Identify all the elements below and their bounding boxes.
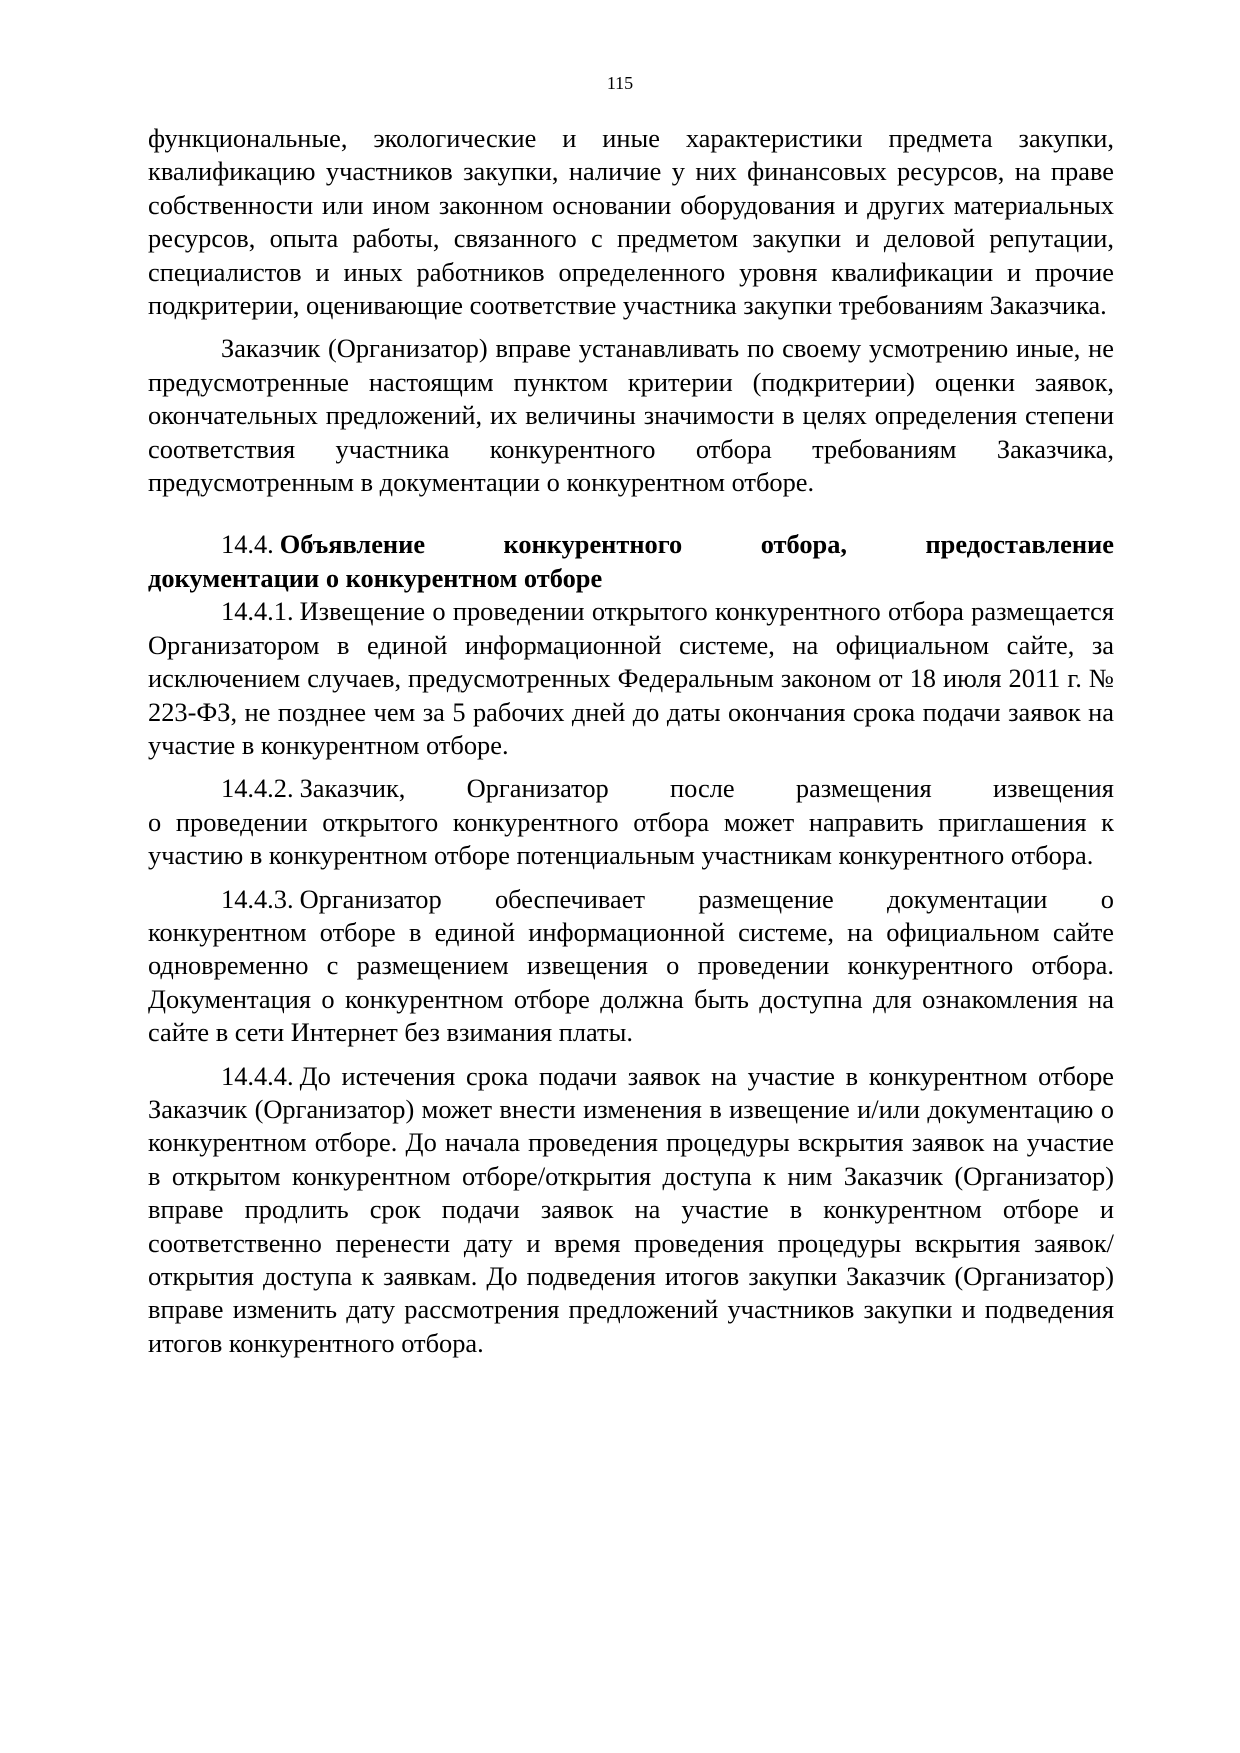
clause-number: 14.4.2. — [221, 773, 294, 804]
clause-word: размещения — [795, 773, 932, 804]
clause-word: Организатор — [466, 773, 609, 804]
clause-word: извещения — [992, 773, 1114, 804]
clause-number: 14.4.3. — [221, 883, 294, 914]
clause-first-line — [148, 883, 1114, 916]
paragraph-criteria-continuation: функциональные, экологические и иные характеристики предмета закупки, квалификацию участников закупки, наличие у них финансовых ресурсов, на праве собственности или ином законном основании оборудования и других материальных ресурсов, опыта работы, связанного с предметом закупки и деловой репутации, специалистов и иных работников определенного уровня квалификации и прочие подкритерии, оценивающие соответствие участника закупки требованиям Заказчика. — [148, 123, 1114, 321]
clause-text: о проведении открытого конкурентного отбора может направить приглашения к участию в конкурентном отборе потенциальным участникам конкурентного отбора. — [148, 806, 1114, 871]
section-heading-line-2: документации о конкурентном отборе — [148, 562, 603, 593]
paragraph-customer-criteria: Заказчик (Организатор) вправе устанавливать по своему усмотрению иные, не предусмотренные настоящим пунктом критерии (подкритерии) оценки заявок, окончательных предложений, их величины значимости в целях определения степени соответствия участника конкурентного отбора требованиям Заказчика, предусмотренным в документации о конкурентном отборе. — [148, 333, 1114, 498]
clause-text: До истечения срока подачи заявок на участие в конкурентном отборе Заказчик (Организатор) может внести изменения в извещение и/или документацию о конкурентном отборе. До начала проведения процедуры вскрытия заявок на участие в открытом конкурентном отборе/открытия доступа к ним Заказчик (Организатор) вправе продлить срок подачи заявок на участие в конкурентном отборе и соответственно перенести дату и время проведения процедуры вскрытия заявок/открытия доступа к заявкам. До подведения итогов закупки Заказчик (Организатор) вправе изменить дату рассмотрения предложений участников закупки и подведения итогов конкурентного отбора. — [148, 1060, 1114, 1358]
heading-word: конкурентного — [503, 529, 683, 560]
clause-14-4-3 — [148, 883, 1114, 1050]
clause-word: обеспечивает — [494, 883, 645, 914]
clause-word: размещение — [698, 883, 834, 914]
clause-number: 14.4.4. — [221, 1060, 294, 1091]
section-heading-line-1 — [148, 528, 1114, 561]
clause-number: 14.4.1. — [221, 596, 294, 627]
clause-word: документации — [887, 883, 1048, 914]
heading-word: предоставление — [925, 529, 1114, 560]
document-body — [148, 122, 1114, 1360]
clause-word: Заказчик, — [299, 773, 406, 804]
clause-14-4-2 — [148, 772, 1114, 872]
clause-14-4-4 — [148, 1060, 1114, 1361]
heading-word: отбора, — [760, 529, 848, 560]
clause-first-line — [148, 772, 1114, 805]
clause-word: Организатор — [299, 883, 442, 914]
clause-text: конкурентном отборе в единой информационной системе, на официальном сайте одновременно с размещением извещения о проведении конкурентного отбора. Документация о конкурентном отборе должна быть доступна для ознакомления на сайте в сети Интернет без взимания платы. — [148, 916, 1114, 1048]
section-number: 14.4. — [221, 529, 274, 560]
section-heading-14-4 — [148, 528, 1114, 595]
clause-14-4-1 — [148, 595, 1114, 762]
clause-word: после — [670, 773, 735, 804]
clause-text: Извещение о проведении открытого конкурентного отбора размещается Организатором в единой информационной системе, на официальном сайте, за исключением случаев, предусмотренных Федеральным законом от 18 июля 2011 г. № 223-ФЗ, не позднее чем за 5 рабочих дней до даты окончания срока подачи заявок на участие в конкурентном отборе. — [148, 596, 1114, 760]
heading-word: Объявление — [279, 529, 426, 560]
clause-word: о — [1100, 883, 1114, 914]
page-number: 115 — [606, 73, 634, 93]
